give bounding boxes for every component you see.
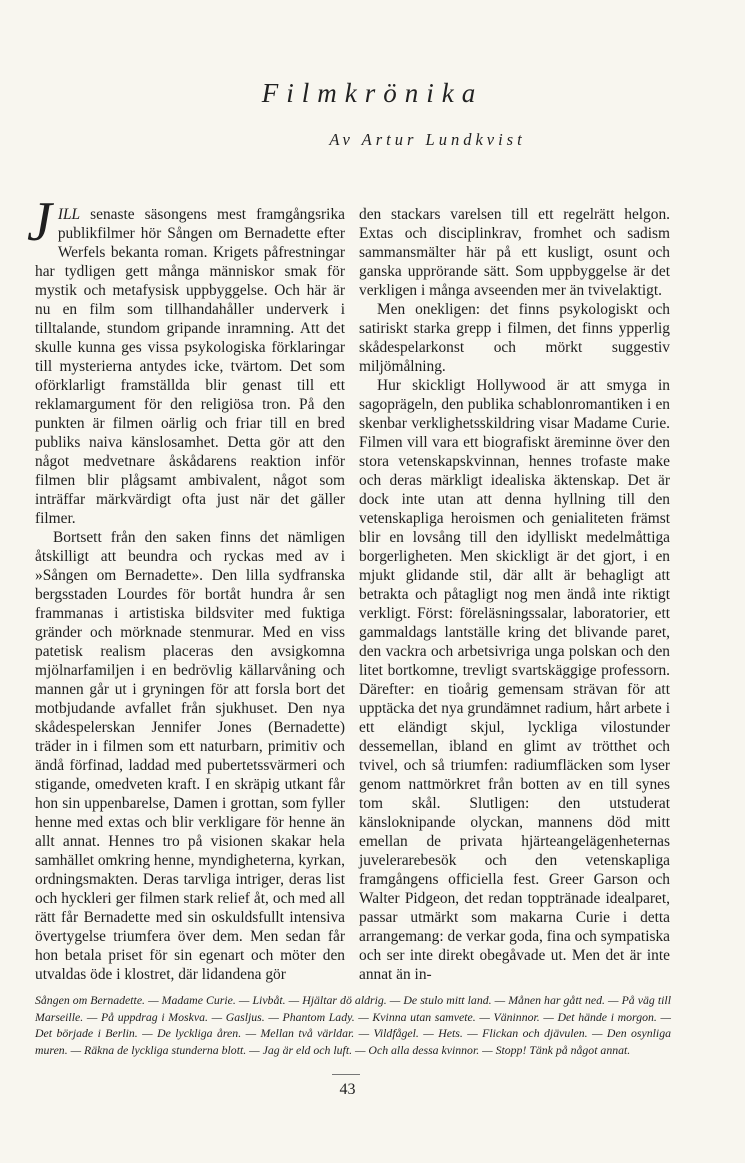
page-number: 43	[339, 1081, 356, 1098]
paragraph-1	[27, 191, 345, 528]
paragraph-3: den stackars varelsen till ett regelrätt helgon. Extas och disciplinkrav, fromhet och sadism sammansmälter här på ett kusligt, osunt och ganska upprörande sätt. Som uppbyggelse är det verkligen i många avseenden mer än tvivelaktigt.	[359, 206, 670, 299]
lead-smallcaps: ILL	[57, 206, 81, 223]
page-number-rule	[332, 1074, 360, 1075]
drop-cap: J	[27, 191, 52, 253]
paragraph-2: Bortsett från den saken finns det nämligen åtskilligt att beundra och ryckas med av i »Sången om Bernadette». Den lilla sydfranska bergsstaden Lourdes för bortåt hundra år sen frammanas i artistiska bildsviter med fuktiga gränder och mörknade stenmurar. Med en viss patetisk realism placeras den avsigkomna mjölnarfamiljen i en bedrövlig källarvåning och mannen går ut i gryningen för att forsla bort det motbjudande avfallet från sjukhuset. Den nya skådespelerskan Jennifer Jones (Bernadette) träder in i filmen som ett naturbarn, primitiv och ändå förfinad, laddad med pubertetssvärmeri och stigande, omedveten kraft. I en skräpig utkant får hon sin uppenbarelse, Damen i grottan, som fyller henne med extas och blir verkligare för henne än allt annat. Hennes tro på visionen skakar hela samhället omkring henne, myndigheterna, kyrkan, ordningsmakten. Deras tarvliga intriger, deras list och hyckleri ger filmen stark relief åt, och med all rätt får Bernadette med sin oskuldsfullt intensiva övertygelse triumfera över dem. Men sedan får hon betala priset för sin egenart och möter den utvaldas öde i klostret, där lidandena gör	[35, 529, 345, 983]
right-column	[359, 205, 670, 984]
paragraph-1-text: senaste säsongens mest framgångsrika publikfilmer hör Sången om Bernadette efter Werfels bekanta roman. Krigets påfrestningar har tydligen gett många människor smak för mystik och metafysisk uppbyggelse. Och här är nu en film som tillhandahåller underverk i tilltalande, stundom gripande inramning. Att det skulle kunna ges vissa psykologiska förklaringar till mysterierna antydes icke, tvärtom. Det som oförklarligt framställda blir genast till ett reklamargument för den religiösa tron. På den punkten är filmen oärlig och friar till en bred publiks naiva känslosamhet. Detta gör att den något medvetnare åskådarens reaktion inför filmen blir plågsamt ambivalent, något som inträffar märkvärdigt ofta just när det gäller filmer.	[35, 206, 345, 527]
article-title: Filmkrönika	[261, 78, 484, 108]
article-byline: Av Artur Lundkvist	[329, 130, 526, 149]
paragraph-5: Hur skickligt Hollywood är att smyga in sagoprägeln, den publika schablonromantiken i en skenbar verklighetsskildring visar Madame Curie. Filmen vill vara ett biografiskt äreminne över den stora vetenskapskvinnan, hennes trofaste make och deras märkligt idealiska äktenskap. Det är dock inte utan att denna hyllning till den vetenskapliga heroismen och genialiteten främst blir en lovsång till den idylliskt medelmåttiga borgerligheten. Men skickligt är det gjort, i en mjukt glidande stil, där allt är behagligt att betrakta och påtagligt nog men ändå inte riktigt verkligt. Först: föreläsningssalar, laboratorier, ett gammaldags lantställe kring det blivande paret, den vackra och arbetsivriga unga polskan och den litet bortkomne, trevligt svartskäggige professorn. Därefter: en tioårig gemensam strävan för att upptäcka det nya grundämnet radium, hårt arbete i ett eländigt skjul, lyckliga vilostunder dessemellan, ibland en glimt av trötthet och tvivel, och så triumfen: radiumfläcken som lyser genom nattmörkret från botten av en till synes tom skål. Slutligen: den utstuderat känsloknipande olyckan, mannens död mitt emellan de privata hjärteangelägenheternas juvelerarebesök och den vetenskapliga framgångens officiella fest. Greer Garson och Walter Pidgeon, det redan topptränade idealparet, passar utmärkt som makarna Curie i detta arrangemang: de verkar goda, fina och sympatiska och ser inte direkt obegåvade ut. Men det är inte annat än in-	[359, 377, 670, 983]
film-list-footnote: Sången om Bernadette. — Madame Curie. — Livbåt. — Hjältar dö aldrig. — De stulo mitt land. — Månen har gått ned. — På väg till Marseille. — På uppdrag i Moskva. — Gasljus. — Phantom Lady. — Kvinna utan samvete. — Väninnor. — Det hände i morgon. — Det började i Berlin. — De lyckliga åren. — Mellan två världar. — Vildfågel. — Hets. — Flickan och djävulen. — Den osynliga muren. — Räkna de lyckliga stunderna blott. — Jag är eld och luft. — Och alla dessa kvinnor. — Stopp! Tänk på något annat.	[35, 993, 671, 1057]
left-column	[27, 191, 345, 984]
paragraph-4: Men onekligen: det finns psykologiskt och satiriskt starka grepp i filmen, det finns ypperlig skådespelarkonst och mörkt suggestiv miljömålning.	[359, 301, 670, 375]
